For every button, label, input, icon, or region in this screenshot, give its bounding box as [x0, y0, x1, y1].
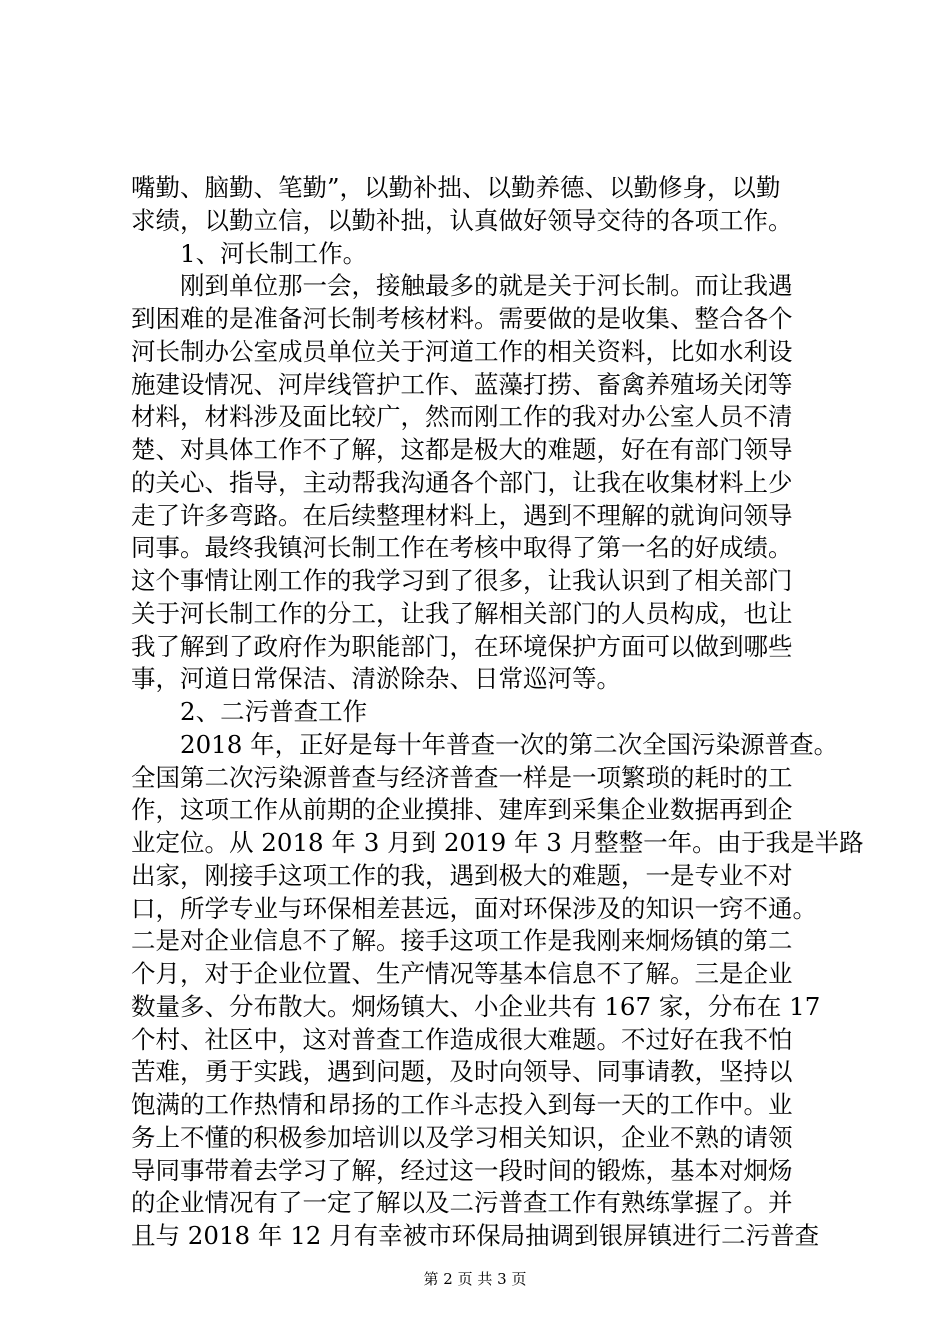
- text-line: 楚、对具体工作不了解，这都是极大的难题，好在有部门领导: [131, 435, 793, 464]
- text-line: 苦难，勇于实践，遇到问题，及时向领导、同事请教，坚持以: [131, 1057, 793, 1087]
- text-line: 施建设情况、河岸线管护工作、蓝藻打捞、畜禽养殖场关闭等: [131, 369, 793, 399]
- text-line: 口，所学专业与环保相差甚远，面对环保涉及的知识一窍不通。: [131, 893, 817, 923]
- text-line: 走了许多弯路。在后续整理材料上，遇到不理解的就询问领导: [131, 500, 793, 530]
- text-line: 河长制办公室成员单位关于河道工作的相关资料，比如水利设: [131, 336, 793, 366]
- text-line: 数量多、分布散大。炯炀镇大、小企业共有 167 家，分布在 17: [131, 991, 821, 1021]
- text-line: 作，这项工作从前期的企业摸排、建库到采集企业数据再到企: [131, 795, 793, 825]
- text-line: 嘴勤、脑勤、笔勤”，以勤补拙、以勤养德、以勤修身，以勤: [131, 173, 781, 202]
- text-line: 1、河长制工作。: [180, 238, 368, 268]
- text-line: 关于河长制工作的分工，让我了解相关部门的人员构成，也让: [131, 598, 793, 628]
- text-line: 求绩，以勤立信，以勤补拙，认真做好领导交待的各项工作。: [131, 205, 793, 235]
- text-line: 事，河道日常保洁、清淤除杂、日常巡河等。: [131, 664, 621, 694]
- text-line: 同事。最终我镇河长制工作在考核中取得了第一名的好成绩。: [131, 533, 793, 563]
- text-line: 刚到单位那一会，接触最多的就是关于河长制。而让我遇: [180, 271, 793, 301]
- text-line: 个月，对于企业位置、生产情况等基本信息不了解。三是企业: [131, 959, 793, 988]
- text-line: 2018 年，正好是每十年普查一次的第二次全国污染源普查。: [180, 729, 839, 759]
- text-line: 全国第二次污染源普查与经济普查一样是一项繁琐的耗时的工: [131, 762, 793, 792]
- text-line: 这个事情让刚工作的我学习到了很多，让我认识到了相关部门: [131, 566, 793, 595]
- text-line: 材料，材料涉及面比较广，然而刚工作的我对办公室人员不清: [131, 402, 793, 432]
- text-line: 我了解到了政府作为职能部门，在环境保护方面可以做到哪些: [131, 631, 793, 661]
- text-line: 的企业情况有了一定了解以及二污普查工作有熟练掌握了。并: [131, 1188, 793, 1218]
- text-line: 务上不懂的积极参加培训以及学习相关知识，企业不熟的请领: [131, 1122, 793, 1152]
- text-line: 二是对企业信息不了解。接手这项工作是我刚来炯炀镇的第二: [131, 926, 793, 956]
- text-line: 2、二污普查工作: [180, 697, 368, 726]
- text-line: 业定位。从 2018 年 3 月到 2019 年 3 月整整一年。由于我是半路: [131, 828, 864, 857]
- document-body: [131, 172, 864, 1253]
- text-line: 且与 2018 年 12 月有幸被市环保局抽调到银屏镇进行二污普查: [131, 1221, 820, 1250]
- page-footer: 第 2 页 共 3 页: [423, 1270, 527, 1288]
- text-line: 个村、社区中，这对普查工作造成很大难题。不过好在我不怕: [131, 1024, 793, 1054]
- text-line: 到困难的是准备河长制考核材料。需要做的是收集、整合各个: [131, 304, 793, 333]
- text-line: 的关心、指导，主动帮我沟通各个部门，让我在收集材料上少: [131, 467, 793, 497]
- text-line: 出家，刚接手这项工作的我，遇到极大的难题，一是专业不对: [131, 860, 793, 890]
- text-line: 饱满的工作热情和昂扬的工作斗志投入到每一天的工作中。业: [131, 1090, 793, 1119]
- text-line: 导同事带着去学习了解，经过这一段时间的锻炼，基本对炯炀: [131, 1155, 793, 1185]
